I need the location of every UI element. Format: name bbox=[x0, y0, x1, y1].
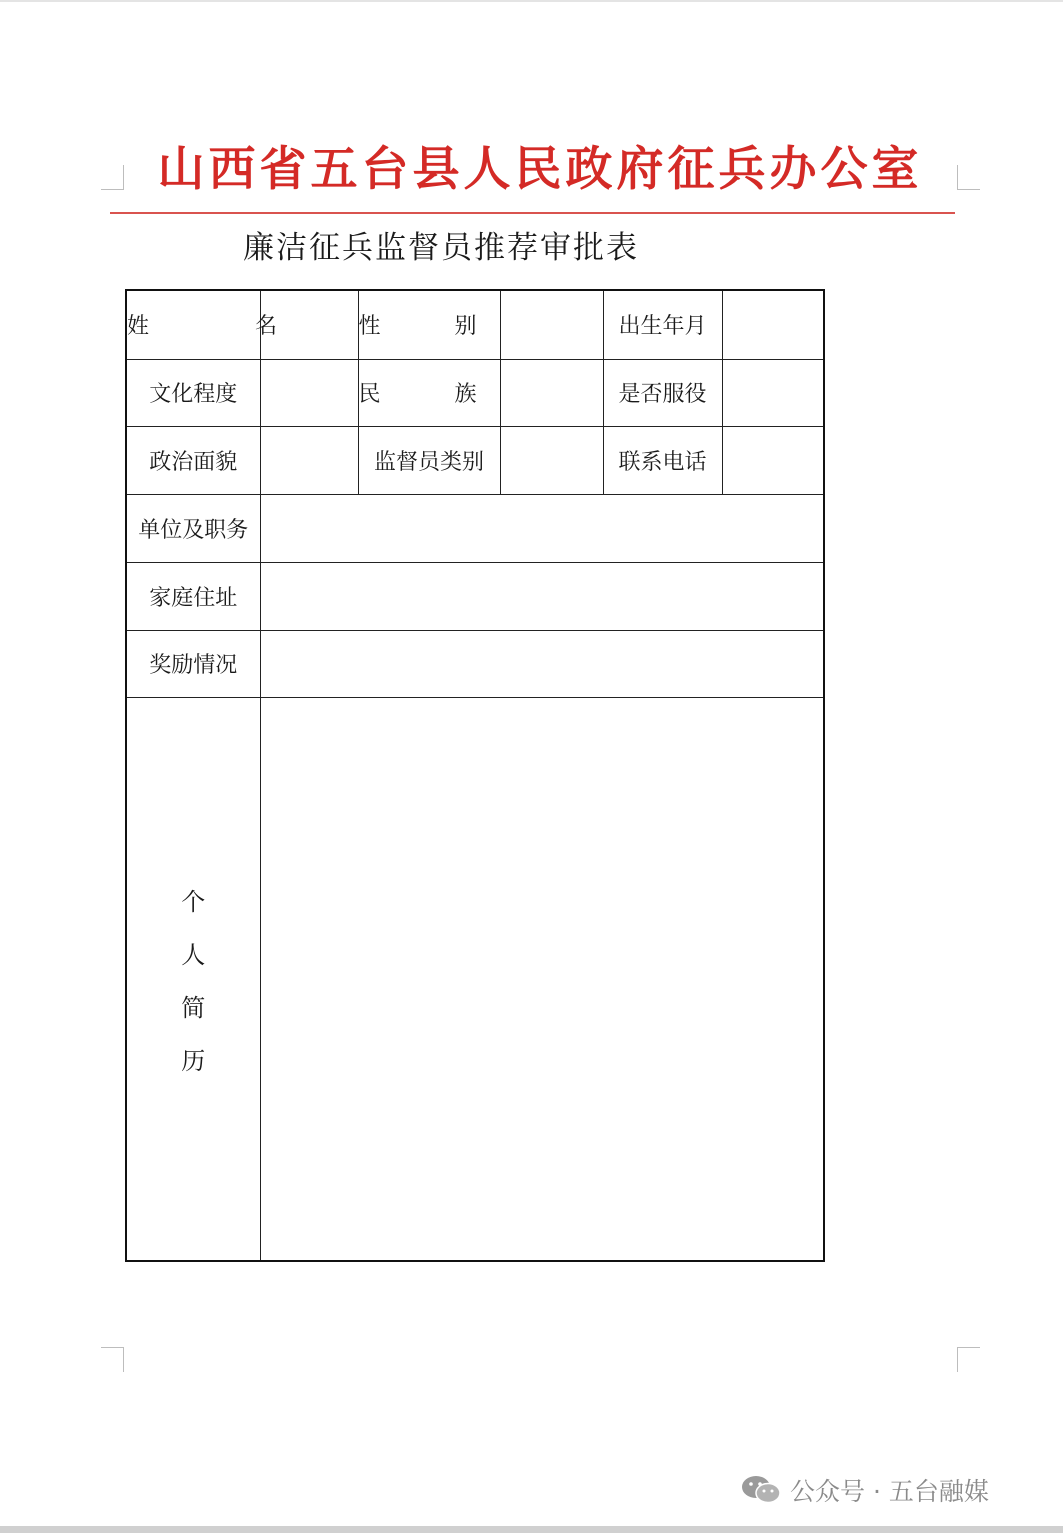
page-bottom-edge bbox=[0, 1526, 1063, 1533]
label-unit: 单位及职务 bbox=[126, 494, 260, 562]
letterhead-rule bbox=[110, 212, 955, 214]
label-name: 姓 名 bbox=[126, 290, 260, 359]
field-gender[interactable] bbox=[500, 290, 603, 359]
label-address: 家庭住址 bbox=[126, 562, 260, 630]
label-ethnicity: 民 族 bbox=[358, 359, 500, 426]
crop-mark-bottom-left bbox=[101, 1347, 124, 1372]
recommendation-form-table bbox=[125, 289, 825, 1262]
field-political[interactable] bbox=[260, 426, 358, 494]
form-title: 廉洁征兵监督员推荐审批表 bbox=[243, 230, 639, 266]
field-awards[interactable] bbox=[260, 630, 824, 697]
crop-mark-bottom-right bbox=[957, 1347, 980, 1372]
field-education[interactable] bbox=[260, 359, 358, 426]
wechat-icon bbox=[740, 1474, 782, 1506]
form-row-awards bbox=[126, 630, 824, 697]
label-awards: 奖励情况 bbox=[126, 630, 260, 697]
resume-char: 历 bbox=[181, 1046, 206, 1075]
form-row-basic-2 bbox=[126, 359, 824, 426]
field-resume[interactable] bbox=[260, 697, 824, 1261]
label-supervisor-type: 监督员类别 bbox=[358, 426, 500, 494]
resume-char: 人 bbox=[181, 940, 206, 969]
field-address[interactable] bbox=[260, 562, 824, 630]
footer-account-text: 公众号 · 五台融媒 bbox=[790, 1477, 989, 1506]
label-phone: 联系电话 bbox=[603, 426, 722, 494]
label-education: 文化程度 bbox=[126, 359, 260, 426]
label-gender: 性 别 bbox=[358, 290, 500, 359]
form-row-unit bbox=[126, 494, 824, 562]
form-row-resume bbox=[126, 697, 824, 1261]
resume-char: 简 bbox=[181, 993, 206, 1022]
letterhead-title: 山西省五台县人民政府征兵办公室 bbox=[157, 142, 923, 197]
field-phone[interactable] bbox=[722, 426, 824, 494]
resume-char: 个 bbox=[181, 887, 206, 916]
field-ethnicity[interactable] bbox=[500, 359, 603, 426]
resume-vertical-label bbox=[181, 882, 205, 1076]
label-served: 是否服役 bbox=[603, 359, 722, 426]
label-resume bbox=[126, 697, 260, 1261]
page-top-edge bbox=[0, 0, 1063, 2]
form-row-basic-3 bbox=[126, 426, 824, 494]
field-unit[interactable] bbox=[260, 494, 824, 562]
label-birth: 出生年月 bbox=[603, 290, 722, 359]
form-row-basic-1 bbox=[126, 290, 824, 359]
field-birth[interactable] bbox=[722, 290, 824, 359]
field-supervisor-type[interactable] bbox=[500, 426, 603, 494]
label-political: 政治面貌 bbox=[126, 426, 260, 494]
field-served[interactable] bbox=[722, 359, 824, 426]
form-row-address bbox=[126, 562, 824, 630]
footer-watermark bbox=[740, 1470, 989, 1510]
